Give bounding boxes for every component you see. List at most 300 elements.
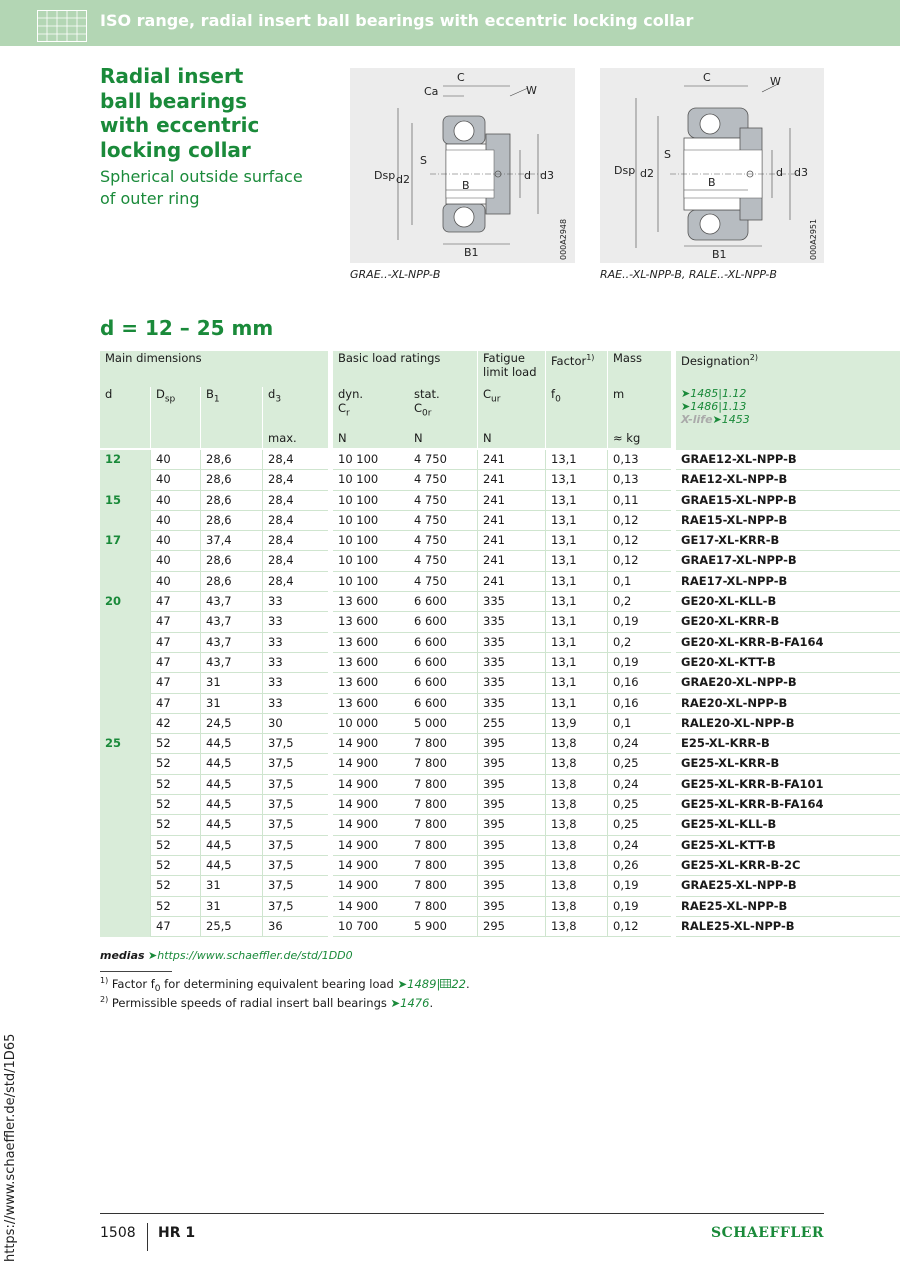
cell-mass: 0,19 <box>607 653 671 673</box>
cell-cr: 13 600 <box>333 673 409 693</box>
symbol-sub: 0r <box>422 408 432 419</box>
cell-cr: 10 100 <box>333 551 409 571</box>
cell-b1: 28,6 <box>200 551 262 571</box>
cell-dsp: 52 <box>150 815 200 835</box>
cell-cr: 10 700 <box>333 917 409 937</box>
cell-d <box>100 511 150 531</box>
cell-mass: 0,25 <box>607 795 671 815</box>
cell-mass: 0,24 <box>607 734 671 754</box>
symbol: B <box>206 387 214 401</box>
cell-c0r: 7 800 <box>409 775 477 795</box>
arrow-icon: ➤ <box>681 400 691 413</box>
table-row <box>100 917 900 937</box>
cell-cr: 10 100 <box>333 470 409 490</box>
cell-c0r: 6 600 <box>409 673 477 693</box>
cell-dsp: 47 <box>150 633 200 653</box>
cell-cur: 335 <box>477 633 545 653</box>
cell-designation[interactable]: GE25-XL-KLL-B <box>676 815 900 835</box>
cell-f0: 13,1 <box>545 592 607 612</box>
cell-cr: 14 900 <box>333 836 409 856</box>
cell-cur: 395 <box>477 876 545 896</box>
cell-designation[interactable]: RALE20-XL-NPP-B <box>676 714 900 734</box>
arrow-icon: ➤ <box>390 995 401 1010</box>
cell-designation[interactable]: GE20-XL-KTT-B <box>676 653 900 673</box>
table-row <box>100 897 900 917</box>
table-row <box>100 775 900 795</box>
table-row <box>100 470 900 490</box>
cell-f0: 13,1 <box>545 653 607 673</box>
cell-b1: 44,5 <box>200 775 262 795</box>
cell-c0r: 4 750 <box>409 511 477 531</box>
footnote-1 <box>100 976 470 994</box>
cell-cur: 395 <box>477 815 545 835</box>
cell-designation[interactable]: RAE12-XL-NPP-B <box>676 470 900 490</box>
cell-f0: 13,8 <box>545 917 607 937</box>
medias-link-line <box>100 949 353 962</box>
cell-cur: 335 <box>477 694 545 714</box>
footnote-sub: 0 <box>154 984 161 995</box>
dim-label: d2 <box>396 173 410 186</box>
dim-label: C <box>703 71 711 84</box>
cell-d3: 33 <box>262 612 328 632</box>
bearing-drawing-rae <box>600 68 824 263</box>
cell-d: 17 <box>100 531 150 551</box>
ref-section[interactable]: 1.12 <box>721 387 747 400</box>
unit-cr: N <box>333 431 409 450</box>
cell-cr: 13 600 <box>333 633 409 653</box>
cell-d3: 37,5 <box>262 836 328 856</box>
dim-label: Dsp <box>374 169 396 182</box>
cell-cr: 14 900 <box>333 734 409 754</box>
cell-d3: 37,5 <box>262 815 328 835</box>
cell-cur: 241 <box>477 470 545 490</box>
ref-page[interactable]: 1485 <box>690 387 719 400</box>
table-row <box>100 511 900 531</box>
cell-d3: 33 <box>262 653 328 673</box>
symbol-sub: 1 <box>213 394 220 405</box>
symbol-sub: r <box>346 408 350 419</box>
dim-label: Ca <box>424 85 439 98</box>
cell-d3: 28,4 <box>262 551 328 571</box>
cell-designation[interactable]: GE25-XL-KTT-B <box>676 836 900 856</box>
cell-d <box>100 470 150 490</box>
cell-designation[interactable]: GE25-XL-KRR-B-2C <box>676 856 900 876</box>
unit-cur: N <box>477 431 545 450</box>
footnote-mark: 2) <box>749 353 758 362</box>
symbol: d <box>268 387 276 401</box>
cell-cr: 13 600 <box>333 592 409 612</box>
dim-label: d <box>524 169 531 182</box>
cell-designation[interactable]: RALE25-XL-NPP-B <box>676 917 900 937</box>
footnote-text: Factor f <box>111 976 155 991</box>
dim-label: B1 <box>464 246 479 259</box>
cell-d3: 37,5 <box>262 734 328 754</box>
cell-d3: 28,4 <box>262 470 328 490</box>
cell-f0: 13,1 <box>545 470 607 490</box>
cell-d <box>100 815 150 835</box>
cell-d3: 30 <box>262 714 328 734</box>
cell-cr: 10 100 <box>333 511 409 531</box>
col-group-designation <box>676 351 900 387</box>
cell-dsp: 40 <box>150 450 200 470</box>
cell-d: 25 <box>100 734 150 754</box>
cell-mass: 0,2 <box>607 633 671 653</box>
cell-dsp: 47 <box>150 592 200 612</box>
table-row <box>100 754 900 774</box>
cell-cur: 335 <box>477 612 545 632</box>
cell-c0r: 5 000 <box>409 714 477 734</box>
heading-line: locking collar <box>100 137 251 162</box>
drawing-code: 000A2948 <box>559 218 568 260</box>
cell-cr: 14 900 <box>333 856 409 876</box>
cell-designation[interactable]: GE25-XL-KRR-B-FA164 <box>676 795 900 815</box>
brand-logo: SCHAEFFLER <box>710 1225 824 1241</box>
cell-d3: 37,5 <box>262 795 328 815</box>
cell-c0r: 7 800 <box>409 815 477 835</box>
side-url[interactable]: https://www.schaeffler.de/std/1D65 <box>3 1033 18 1262</box>
cell-f0: 13,1 <box>545 612 607 632</box>
cell-cur: 335 <box>477 673 545 693</box>
cell-dsp: 47 <box>150 917 200 937</box>
cell-mass: 0,11 <box>607 491 671 511</box>
cell-cur: 241 <box>477 450 545 470</box>
header-title: ISO range, radial insert ball bearings with eccentric locking collar <box>100 11 694 30</box>
table-row <box>100 531 900 551</box>
cell-d <box>100 917 150 937</box>
cell-cur: 241 <box>477 491 545 511</box>
cell-cr: 14 900 <box>333 876 409 896</box>
cell-dsp: 47 <box>150 653 200 673</box>
cell-c0r: 7 800 <box>409 836 477 856</box>
cell-c0r: 4 750 <box>409 551 477 571</box>
cell-dsp: 52 <box>150 754 200 774</box>
cell-designation[interactable]: GE20-XL-KRR-B-FA164 <box>676 633 900 653</box>
cell-cr: 10 100 <box>333 450 409 470</box>
col-m: m <box>607 387 671 431</box>
cell-mass: 0,16 <box>607 673 671 693</box>
col-d3 <box>262 387 328 431</box>
symbol: f <box>551 387 556 401</box>
cell-d3: 28,4 <box>262 450 328 470</box>
cell-dsp: 40 <box>150 470 200 490</box>
cell-d <box>100 694 150 714</box>
cell-f0: 13,1 <box>545 673 607 693</box>
cell-mass: 0,12 <box>607 531 671 551</box>
dim-label: Dsp <box>614 164 636 177</box>
cell-d3: 33 <box>262 633 328 653</box>
cell-mass: 0,1 <box>607 714 671 734</box>
symbol-sub: 0 <box>555 394 561 405</box>
col-d: d <box>100 387 150 431</box>
cell-b1: 28,6 <box>200 572 262 592</box>
cell-f0: 13,8 <box>545 754 607 774</box>
cell-f0: 13,8 <box>545 815 607 835</box>
cell-b1: 44,5 <box>200 815 262 835</box>
cell-c0r: 6 600 <box>409 694 477 714</box>
cell-d <box>100 551 150 571</box>
dim-label: B1 <box>712 248 727 261</box>
cell-designation[interactable]: GRAE15-XL-NPP-B <box>676 491 900 511</box>
cell-cr: 14 900 <box>333 775 409 795</box>
cell-designation[interactable]: GE25-XL-KRR-B <box>676 754 900 774</box>
cell-designation[interactable]: RAE17-XL-NPP-B <box>676 572 900 592</box>
ref-link <box>681 413 895 426</box>
cell-dsp: 52 <box>150 734 200 754</box>
cell-cur: 335 <box>477 653 545 673</box>
footer-separator <box>147 1223 148 1251</box>
cell-d <box>100 897 150 917</box>
cell-c0r: 6 600 <box>409 612 477 632</box>
cell-f0: 13,8 <box>545 856 607 876</box>
col-group-factor <box>545 351 607 387</box>
cell-b1: 43,7 <box>200 612 262 632</box>
cell-cr: 14 900 <box>333 897 409 917</box>
footnote-end: . <box>465 976 470 991</box>
cell-cur: 255 <box>477 714 545 734</box>
arrow-icon: ➤ <box>148 949 158 962</box>
arrow-icon: ➤ <box>712 413 722 426</box>
cell-f0: 13,1 <box>545 551 607 571</box>
dim-label: d3 <box>794 166 808 179</box>
cell-dsp: 52 <box>150 836 200 856</box>
cell-b1: 43,7 <box>200 653 262 673</box>
cell-b1: 28,6 <box>200 491 262 511</box>
cell-d3: 37,5 <box>262 876 328 896</box>
footnote-ref[interactable]: 1489 <box>407 976 437 991</box>
col-f0 <box>545 387 607 431</box>
ref-page[interactable]: 1453 <box>721 413 750 426</box>
cell-c0r: 7 800 <box>409 856 477 876</box>
symbol: C <box>414 401 423 415</box>
cell-dsp: 52 <box>150 795 200 815</box>
cell-d <box>100 795 150 815</box>
cell-dsp: 40 <box>150 531 200 551</box>
arrow-icon: ➤ <box>681 387 691 400</box>
cell-f0: 13,1 <box>545 694 607 714</box>
cell-cur: 395 <box>477 897 545 917</box>
cell-c0r: 4 750 <box>409 531 477 551</box>
cell-dsp: 52 <box>150 876 200 896</box>
cell-dsp: 40 <box>150 572 200 592</box>
xlife-logo: X-life <box>681 413 713 426</box>
cell-designation[interactable]: GRAE12-XL-NPP-B <box>676 450 900 470</box>
cell-d3: 37,5 <box>262 775 328 795</box>
table-row <box>100 795 900 815</box>
medias-url[interactable]: https://www.schaeffler.de/std/1DD0 <box>157 949 353 962</box>
cell-cr: 13 600 <box>333 612 409 632</box>
cell-f0: 13,1 <box>545 491 607 511</box>
footnote-ref[interactable]: 22 <box>451 976 466 991</box>
cell-designation[interactable]: RAE25-XL-NPP-B <box>676 897 900 917</box>
cell-designation[interactable]: GE20-XL-KLL-B <box>676 592 900 612</box>
dim-label: W <box>526 84 537 97</box>
col-dsp <box>150 387 200 431</box>
cell-f0: 13,8 <box>545 876 607 896</box>
drawing-code: 000A2951 <box>809 218 818 260</box>
cell-f0: 13,8 <box>545 795 607 815</box>
cell-d <box>100 653 150 673</box>
dim-label: S <box>664 148 671 161</box>
cell-f0: 13,1 <box>545 511 607 531</box>
figure-caption: GRAE..-XL-NPP-B <box>350 268 441 281</box>
table-row <box>100 633 900 653</box>
dim-label: B <box>708 176 716 189</box>
cell-c0r: 6 600 <box>409 592 477 612</box>
cell-mass: 0,12 <box>607 917 671 937</box>
symbol-sub: 3 <box>275 394 282 405</box>
table-row <box>100 491 900 511</box>
footnote-text: Permissible speeds of radial insert ball bearings <box>111 995 391 1010</box>
symbol-label: dyn. <box>338 387 364 401</box>
col-c0r <box>409 387 477 431</box>
cell-d3: 33 <box>262 673 328 693</box>
cell-b1: 44,5 <box>200 856 262 876</box>
cell-designation[interactable]: GRAE25-XL-NPP-B <box>676 876 900 896</box>
cell-cur: 241 <box>477 572 545 592</box>
cell-designation[interactable]: RAE15-XL-NPP-B <box>676 511 900 531</box>
cell-dsp: 52 <box>150 897 200 917</box>
cell-b1: 24,5 <box>200 714 262 734</box>
footnote-mark: 2) <box>100 995 109 1004</box>
symbol: D <box>156 387 165 401</box>
cell-f0: 13,1 <box>545 450 607 470</box>
table-row <box>100 551 900 571</box>
footnote-end: . <box>429 995 434 1010</box>
arrow-icon: ➤ <box>397 976 408 991</box>
subheading-line: Spherical outside surface <box>100 167 303 186</box>
cell-b1: 28,6 <box>200 470 262 490</box>
cell-b1: 28,6 <box>200 511 262 531</box>
table-row <box>100 876 900 896</box>
cell-cur: 395 <box>477 754 545 774</box>
cell-dsp: 52 <box>150 856 200 876</box>
symbol: C <box>338 401 347 415</box>
heading-line: with eccentric <box>100 113 260 137</box>
ref-section[interactable]: 1.13 <box>721 400 747 413</box>
cell-cr: 14 900 <box>333 754 409 774</box>
cell-mass: 0,25 <box>607 815 671 835</box>
footnote-text: for determining equivalent bearing load <box>160 976 398 991</box>
cell-c0r: 7 800 <box>409 754 477 774</box>
cell-designation[interactable]: GRAE20-XL-NPP-B <box>676 673 900 693</box>
cell-c0r: 6 600 <box>409 633 477 653</box>
cell-d3: 28,4 <box>262 572 328 592</box>
factor-label: Factor <box>551 353 587 368</box>
cell-b1: 31 <box>200 694 262 714</box>
cell-b1: 31 <box>200 673 262 693</box>
cell-d <box>100 775 150 795</box>
cell-b1: 28,6 <box>200 450 262 470</box>
cell-f0: 13,8 <box>545 897 607 917</box>
cell-designation[interactable]: GE17-XL-KRR-B <box>676 531 900 551</box>
table-row <box>100 856 900 876</box>
cell-cr: 14 900 <box>333 815 409 835</box>
cell-b1: 44,5 <box>200 836 262 856</box>
cell-d <box>100 754 150 774</box>
table-row <box>100 694 900 714</box>
cell-mass: 0,1 <box>607 572 671 592</box>
unit-mass: ≈ kg <box>607 431 671 450</box>
cell-designation[interactable]: GRAE17-XL-NPP-B <box>676 551 900 571</box>
cell-cur: 295 <box>477 917 545 937</box>
symbol-sub: ur <box>491 394 501 405</box>
cell-cur: 241 <box>477 551 545 571</box>
cell-mass: 0,12 <box>607 551 671 571</box>
table-row <box>100 734 900 754</box>
footnote-2 <box>100 995 433 1010</box>
cell-mass: 0,24 <box>607 775 671 795</box>
cell-f0: 13,1 <box>545 531 607 551</box>
cell-cur: 395 <box>477 734 545 754</box>
footnote-ref[interactable]: 1476 <box>400 995 430 1010</box>
table-row <box>100 836 900 856</box>
col-cr <box>333 387 409 431</box>
cell-designation[interactable]: RAE20-XL-NPP-B <box>676 694 900 714</box>
cell-cr: 10 100 <box>333 572 409 592</box>
cell-c0r: 4 750 <box>409 572 477 592</box>
cell-mass: 0,25 <box>607 754 671 774</box>
cell-mass: 0,13 <box>607 470 671 490</box>
cell-d3: 28,4 <box>262 491 328 511</box>
dim-label: W <box>770 75 781 88</box>
cell-d: 20 <box>100 592 150 612</box>
cell-b1: 25,5 <box>200 917 262 937</box>
cell-c0r: 7 800 <box>409 734 477 754</box>
cell-d <box>100 612 150 632</box>
cell-f0: 13,1 <box>545 572 607 592</box>
cell-b1: 43,7 <box>200 592 262 612</box>
designation-label: Designation <box>681 353 750 368</box>
catalogue-code: HR 1 <box>158 1225 196 1241</box>
ref-page[interactable]: 1486 <box>690 400 719 413</box>
cell-f0: 13,9 <box>545 714 607 734</box>
cell-mass: 0,19 <box>607 876 671 896</box>
unit-d3: max. <box>262 431 328 450</box>
dim-label: S <box>420 154 427 167</box>
cell-designation[interactable]: GE25-XL-KRR-B-FA101 <box>676 775 900 795</box>
cell-designation[interactable]: GE20-XL-KRR-B <box>676 612 900 632</box>
cell-cur: 395 <box>477 795 545 815</box>
cell-d <box>100 836 150 856</box>
col-cur <box>477 387 545 431</box>
cell-designation[interactable]: E25-XL-KRR-B <box>676 734 900 754</box>
symbol-sub: sp <box>164 394 176 405</box>
header-bar <box>0 0 900 46</box>
cell-d <box>100 633 150 653</box>
symbol: C <box>483 387 492 401</box>
cell-cur: 395 <box>477 836 545 856</box>
bearing-drawing-grae <box>350 68 575 263</box>
cell-b1: 44,5 <box>200 754 262 774</box>
cell-dsp: 47 <box>150 673 200 693</box>
cell-c0r: 5 900 <box>409 917 477 937</box>
cell-d3: 33 <box>262 592 328 612</box>
designation-refs <box>676 387 900 450</box>
table-icon <box>440 979 451 988</box>
cell-cur: 241 <box>477 531 545 551</box>
col-b1 <box>200 387 262 431</box>
table-row <box>100 592 900 612</box>
cell-dsp: 47 <box>150 612 200 632</box>
cell-c0r: 6 600 <box>409 653 477 673</box>
cell-mass: 0,13 <box>607 450 671 470</box>
cell-b1: 44,5 <box>200 734 262 754</box>
cell-dsp: 52 <box>150 775 200 795</box>
cell-dsp: 42 <box>150 714 200 734</box>
cell-f0: 13,8 <box>545 775 607 795</box>
footnote-divider <box>100 971 172 972</box>
footnote-sep: | <box>436 976 441 991</box>
